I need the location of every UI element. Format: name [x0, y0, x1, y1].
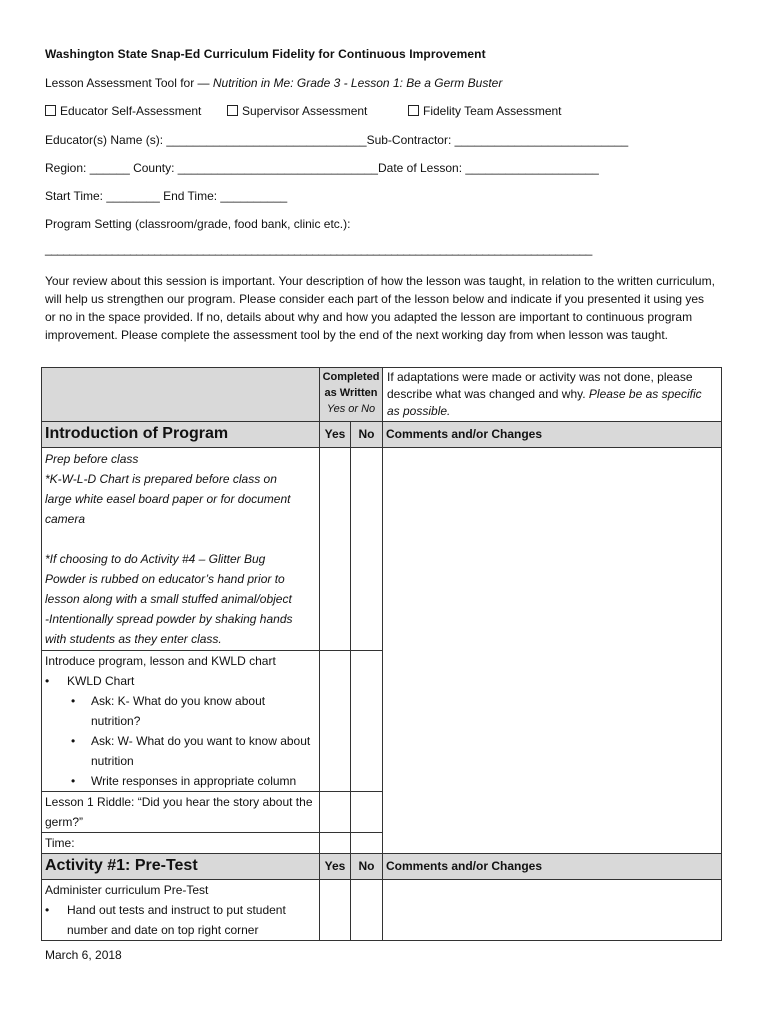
yes-column-label: Yes [320, 854, 351, 880]
yes-input-cell[interactable] [320, 833, 351, 854]
region-county-date-field[interactable]: Region: ______ County: ______________________________Date of Lesson: ____________________ [45, 161, 599, 175]
prep-line: Prep before class [45, 452, 139, 466]
yes-column-label: Yes [320, 422, 351, 448]
document-title: Washington State Snap-Ed Curriculum Fidelity for Continuous Improvement [45, 47, 486, 61]
assessment-tool-line [45, 76, 502, 90]
completed-as-written-header: Completed as Written Yes or No [320, 368, 383, 422]
no-input-cell[interactable] [351, 448, 383, 651]
fidelity-team-assessment-checkbox[interactable] [408, 104, 562, 118]
introduce-text: Introduce program, lesson and KWLD chart [45, 654, 276, 668]
yes-input-cell[interactable] [320, 448, 351, 651]
checkbox-label: Educator Self-Assessment [60, 104, 202, 118]
lesson-name: Nutrition in Me: Grade 3 - Lesson 1: Be a Germ Buster [212, 76, 503, 90]
no-input-cell[interactable] [351, 880, 383, 941]
prep-line: with students as they enter class. [45, 632, 222, 646]
checkbox-icon [227, 105, 238, 116]
tool-prefix: Lesson Assessment Tool for — [45, 76, 213, 90]
no-input-cell[interactable] [351, 833, 383, 854]
no-input-cell[interactable] [351, 792, 383, 833]
prep-line: -Intentionally spread powder by shaking hands [45, 612, 293, 626]
table-header-row [42, 368, 722, 422]
prep-line: *K-W-L-D Chart is prepared before class on [45, 472, 277, 486]
kwld-sub-list [67, 691, 316, 791]
program-setting-label: Program Setting (classroom/grade, food bank, clinic etc.): [45, 217, 351, 231]
checkbox-label: Supervisor Assessment [242, 104, 368, 118]
instructions-paragraph: Your review about this session is important. Your description of how the lesson was taught, in relation to the written curriculum, will help us strengthen our program. Please consider each part of the lesson below and indicate if you presented it using yes or no in the space provided. If no, details about why and how you adapted the lesson are important to continuous program improvement. Please complete the assessment tool by the end of the next working day from when lesson was taught. [45, 274, 715, 342]
list-item: • Hand out tests and instruct to put student number and date on top right corner [67, 900, 316, 940]
list-item: • Ask: K- What do you know about nutrition? [91, 691, 316, 731]
assessment-type-options [45, 104, 685, 122]
adaptation-instructions-header: If adaptations were made or activity was not done, please describe what was changed and why. Please be as specific as possible. [383, 368, 722, 422]
comments-input-cell[interactable] [383, 448, 722, 854]
checkbox-icon [45, 105, 56, 116]
prep-line: lesson along with a small stuffed animal/object [45, 592, 292, 606]
no-input-cell[interactable] [351, 651, 383, 792]
prep-line: large white easel board paper or for document [45, 492, 291, 506]
program-setting-field[interactable]: __________________________________________________________________________________________ [45, 242, 592, 256]
checkbox-label: Fidelity Team Assessment [423, 104, 562, 118]
prep-before-class-cell [42, 448, 320, 651]
supervisor-assessment-checkbox[interactable] [227, 104, 367, 118]
pre-test-list [45, 900, 316, 940]
prep-spacer [45, 529, 316, 549]
riddle-cell: Lesson 1 Riddle: “Did you hear the story about the germ?” [42, 792, 320, 833]
yes-input-cell[interactable] [320, 792, 351, 833]
educator-name-field[interactable]: Educator(s) Name (s): ______________________________Sub-Contractor: __________________________ [45, 133, 629, 147]
no-column-label: No [351, 854, 383, 880]
educator-self-assessment-checkbox[interactable] [45, 104, 201, 118]
list-item: • KWLD Chart • Ask: K- What do you know about nutrition? • Ask: W- What do you want to know about nutrition • Write responses in appropriate column [67, 671, 316, 791]
time-cell: Time: [42, 833, 320, 854]
no-column-label: No [351, 422, 383, 448]
list-item: • Write responses in appropriate column [91, 771, 316, 791]
table-row [42, 448, 722, 651]
kwld-list [45, 671, 316, 791]
prep-line: *If choosing to do Activity #4 – Glitter Bug [45, 552, 266, 566]
yes-input-cell[interactable] [320, 651, 351, 792]
section-header-row [42, 854, 722, 880]
header-blank-cell [42, 368, 320, 422]
introduce-program-cell [42, 651, 320, 792]
comments-column-label: Comments and/or Changes [383, 422, 722, 448]
table-row [42, 880, 722, 941]
section-title-pre-test: Activity #1: Pre-Test [42, 854, 320, 880]
pre-test-cell [42, 880, 320, 941]
yes-input-cell[interactable] [320, 880, 351, 941]
prep-line: camera [45, 512, 86, 526]
time-field[interactable]: Start Time: ________ End Time: __________ [45, 189, 288, 203]
prep-line: Powder is rubbed on educator’s hand prior to [45, 572, 285, 586]
section-title-introduction: Introduction of Program [42, 422, 320, 448]
comments-input-cell[interactable] [383, 880, 722, 941]
footer-date: March 6, 2018 [45, 948, 122, 962]
section-header-row [42, 422, 722, 448]
fidelity-table [41, 367, 722, 941]
checkbox-icon [408, 105, 419, 116]
administer-text: Administer curriculum Pre-Test [45, 883, 209, 897]
comments-column-label: Comments and/or Changes [383, 854, 722, 880]
list-item: • Ask: W- What do you want to know about nutrition [91, 731, 316, 771]
